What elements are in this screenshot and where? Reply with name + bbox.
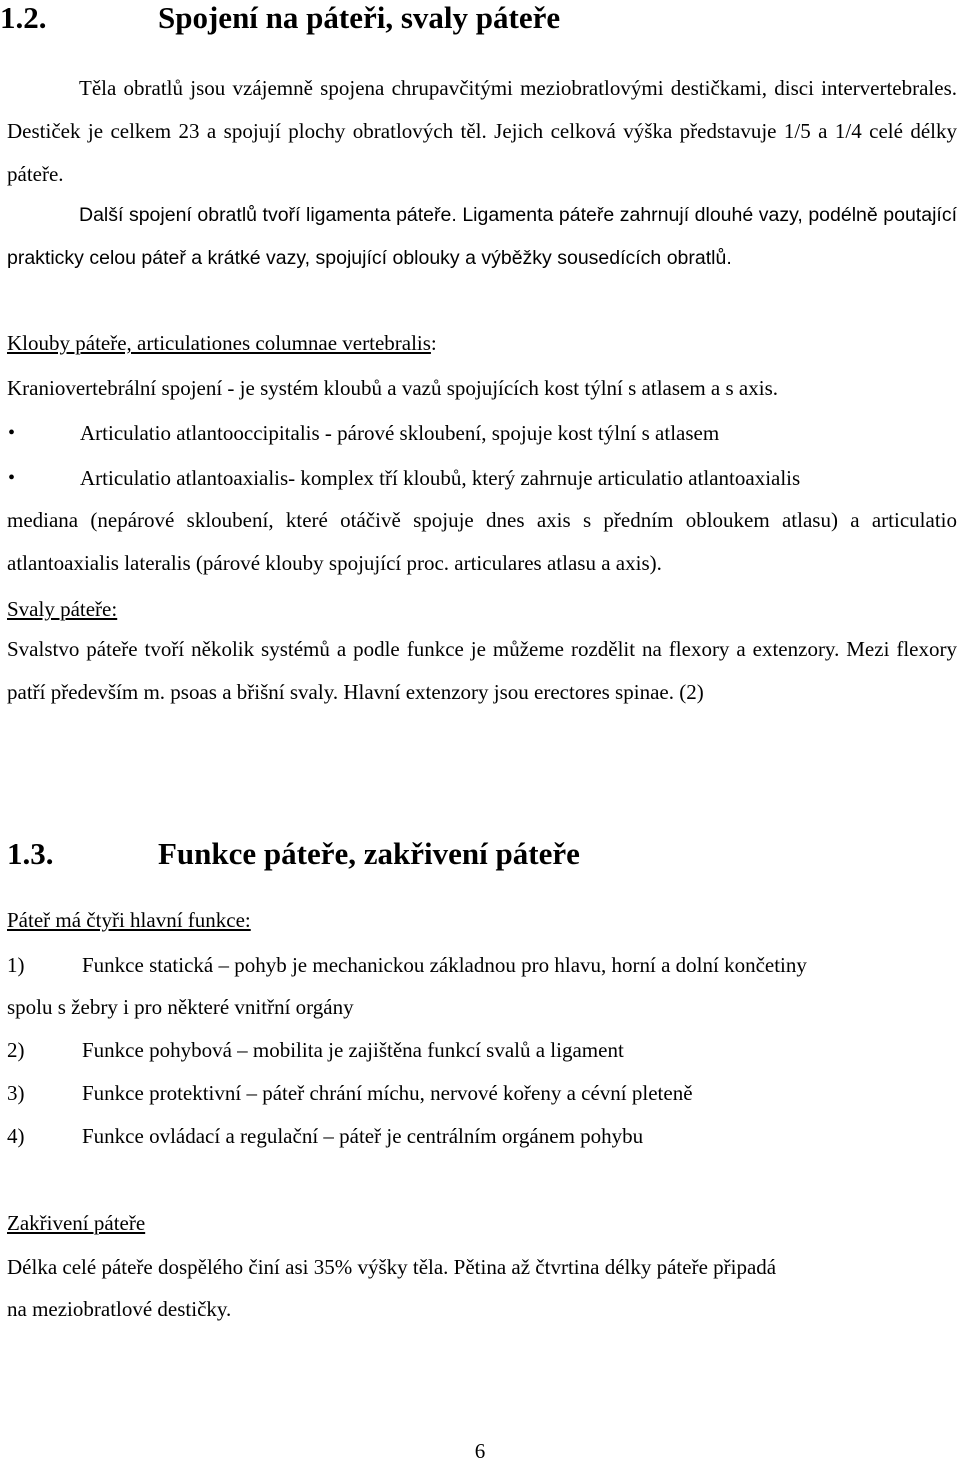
bullet-icon: • bbox=[8, 467, 16, 489]
list-item-number: 2) bbox=[7, 1038, 25, 1062]
curvature-heading: Zakřivení páteře bbox=[7, 1211, 146, 1235]
list-item-motion-function: Funkce pohybová – mobilita je zajištěna funkcí svalů a ligament bbox=[82, 1038, 624, 1062]
paragraph-muscles: Svalstvo páteře tvoří několik systémů a podle funkce je můžeme rozdělit na flexory a extenzory. Mezi flexory patří především m. psoas a břišní svaly. Hlavní extenzory jsou erectores spinae. (2) bbox=[7, 637, 957, 704]
page-number: 6 bbox=[474, 1439, 486, 1463]
list-item-control-function: Funkce ovládací a regulační – páteř je centrálním orgánem pohybu bbox=[82, 1124, 644, 1148]
list-item-static-function-continued: spolu s žebry i pro některé vnitřní orgány bbox=[7, 995, 354, 1019]
bullet-atlantooccipitalis: Articulatio atlantooccipitalis - párové skloubení, spojuje kost týlní s atlasem bbox=[80, 421, 720, 445]
joints-heading-text: Klouby páteře, articulationes columnae vertebralis bbox=[7, 331, 431, 355]
list-item-static-function: Funkce statická – pohyb je mechanickou základnou pro hlavu, horní a dolní končetiny bbox=[82, 953, 807, 977]
section-number: 1.3. bbox=[7, 836, 54, 871]
joints-heading bbox=[7, 330, 437, 356]
curvature-line-2: na meziobratlové destičky. bbox=[7, 1297, 232, 1321]
section-title: Funkce páteře, zakřivení páteře bbox=[158, 836, 580, 871]
section-heading-1-2 bbox=[0, 0, 960, 36]
section-number: 1.2. bbox=[0, 0, 47, 35]
section-heading-1-3 bbox=[7, 836, 957, 872]
joints-heading-colon: : bbox=[430, 331, 437, 355]
list-item-number: 1) bbox=[7, 953, 25, 977]
list-item-number: 3) bbox=[7, 1081, 25, 1105]
muscles-heading: Svaly páteře: bbox=[7, 597, 118, 621]
paragraph-ligaments: Další spojení obratlů tvoří ligamenta páteře. Ligamenta páteře zahrnují dlouhé vazy, podélně poutající prakticky celou páteř a krátké vazy, spojující oblouky a výběžky sousedících obratlů. bbox=[7, 204, 957, 269]
list-item-number: 4) bbox=[7, 1124, 25, 1148]
paragraph-discs: Těla obratlů jsou vzájemně spojena chrupavčitými meziobratlovými destičkami, disci intervertebrales. Destiček je celkem 23 a spojují plochy obratlových těl. Jejich celková výška představuje 1/5 a 1/4 celé délky páteře. bbox=[7, 76, 957, 186]
craniovertebral-line: Kraniovertebrální spojení - je systém kloubů a vazů spojujících kost týlní s atlasem a s axis. bbox=[7, 376, 779, 400]
section-title: Spojení na páteři, svaly páteře bbox=[158, 0, 561, 35]
list-item-protective-function: Funkce protektivní – páteř chrání míchu, nervové kořeny a cévní pleteně bbox=[82, 1081, 693, 1105]
bullet-atlantoaxialis: Articulatio atlantoaxialis- komplex tří kloubů, který zahrnuje articulatio atlantoaxialis bbox=[80, 466, 801, 490]
bullet-atlantoaxialis-continued: mediana (nepárové skloubení, které otáčivě spojuje dnes axis s předním obloukem atlasu) a articulatio atlantoaxialis lateralis (párové klouby spojující proc. articulares atlasu a axis). bbox=[7, 508, 957, 575]
curvature-line-1: Délka celé páteře dospělého činí asi 35% výšky těla. Pětina až čtvrtina délky páteře připadá bbox=[7, 1255, 777, 1279]
bullet-icon: • bbox=[8, 422, 16, 444]
functions-heading: Páteř má čtyři hlavní funkce: bbox=[7, 908, 251, 932]
